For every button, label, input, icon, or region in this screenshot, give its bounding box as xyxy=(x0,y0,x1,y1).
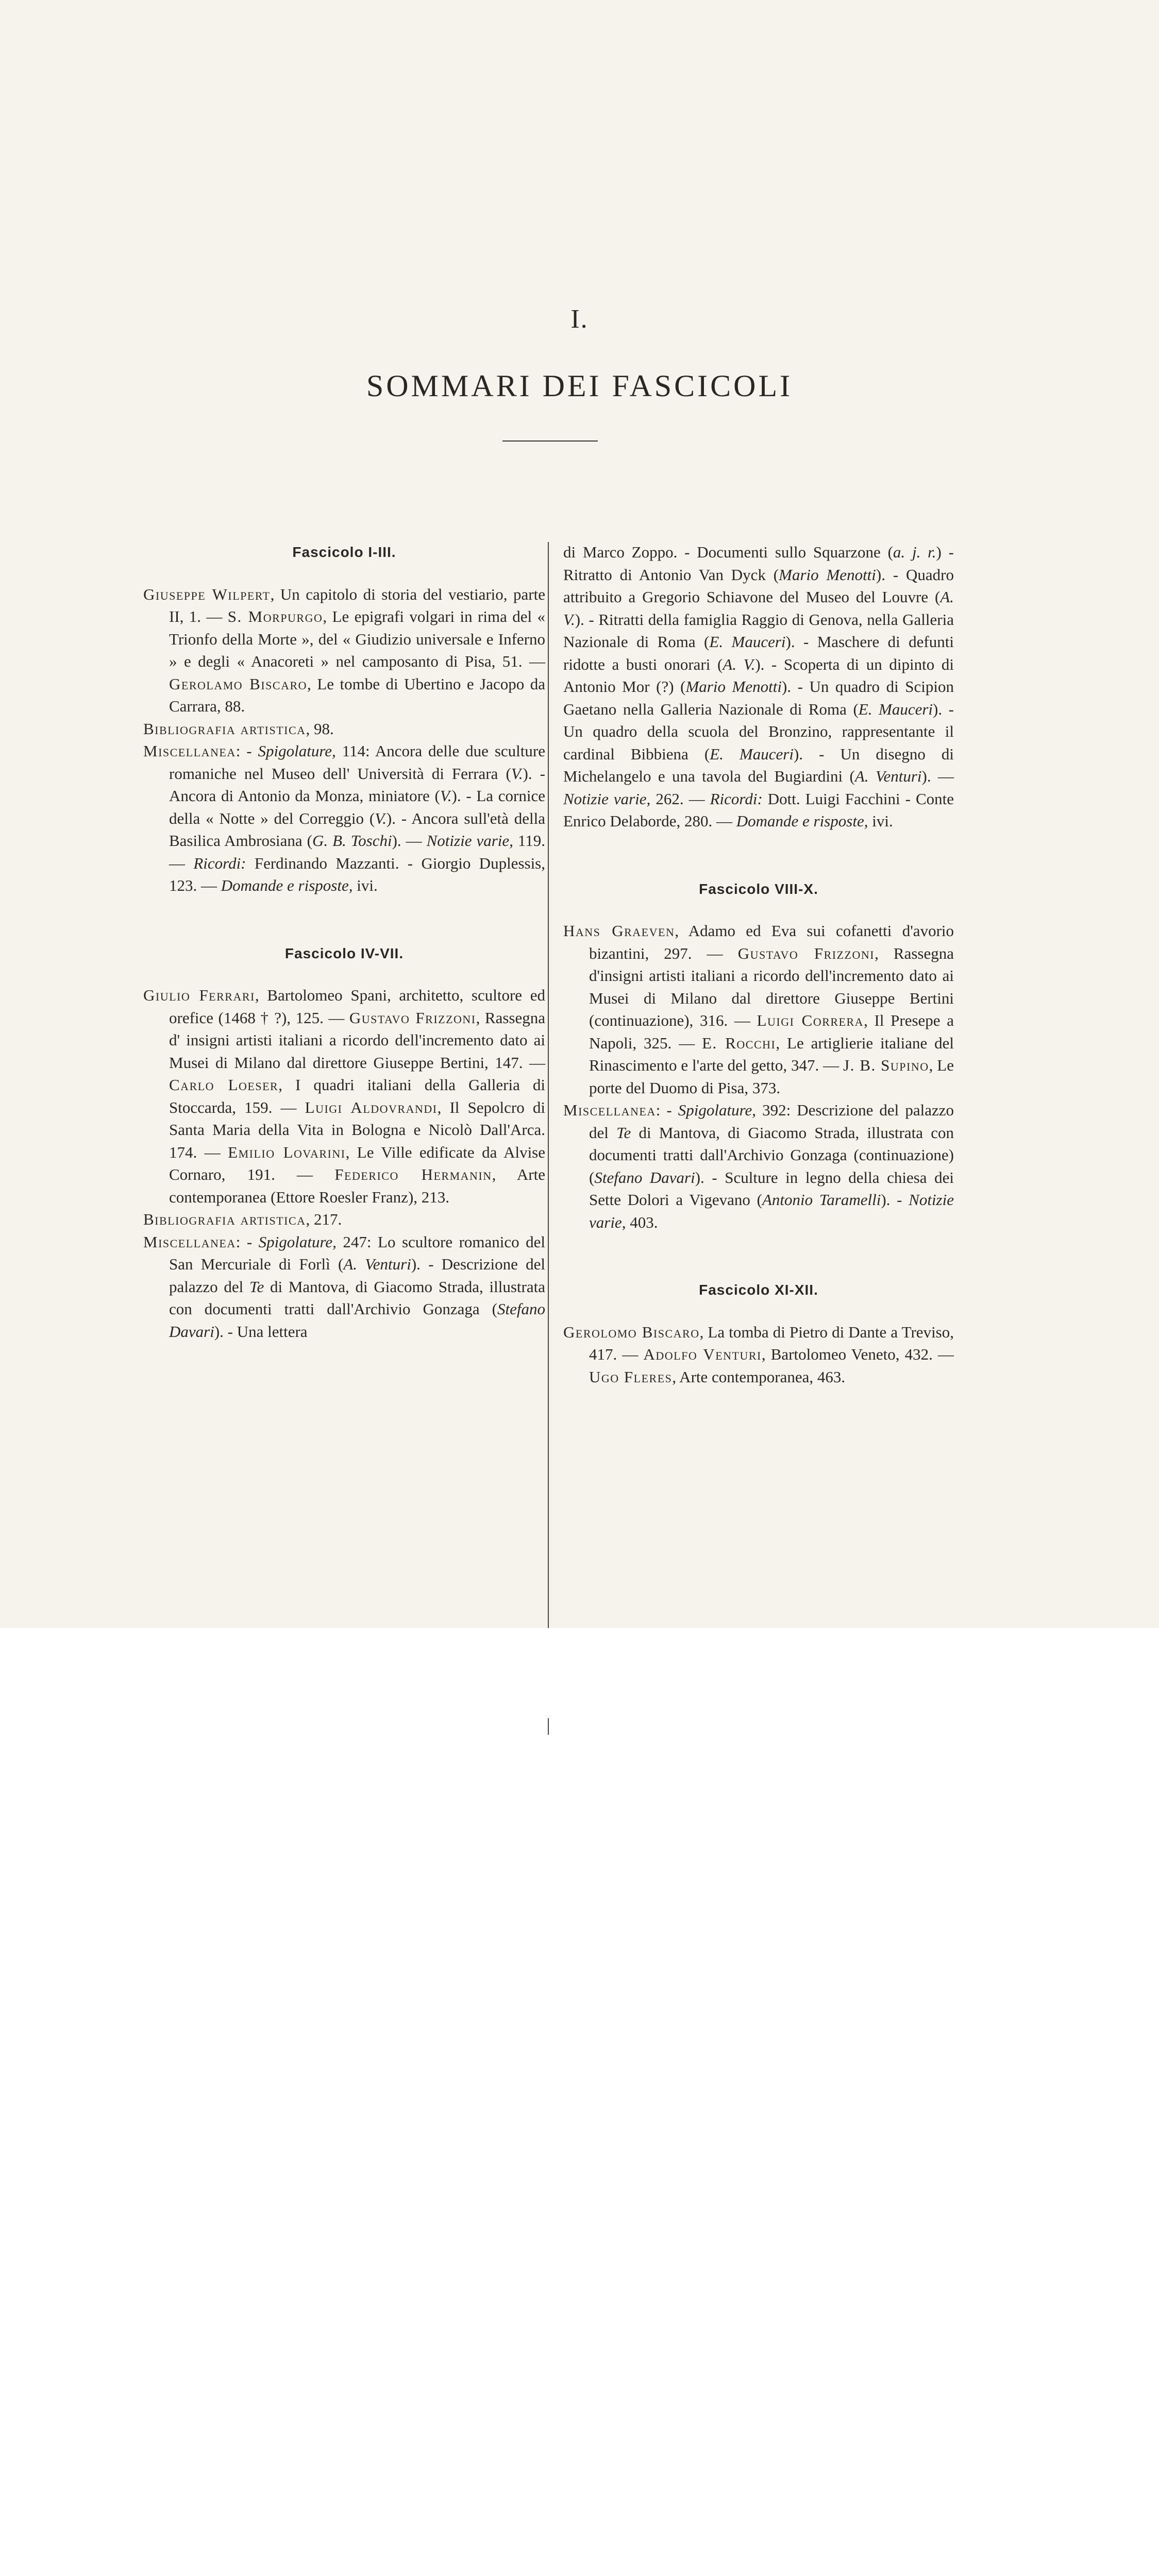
italic-text: V. xyxy=(375,809,387,827)
entry-text: 403. xyxy=(626,1213,658,1231)
section-name: Miscellanea xyxy=(143,1232,236,1251)
entry-text: ). - Ritratti della famiglia Raggio di Genova, nella Galleria Nazionale di Roma ( xyxy=(563,610,954,651)
entry-text: ). — xyxy=(921,767,954,785)
entry-text: , 217. xyxy=(306,1210,342,1228)
italic-text: G. B. Toschi xyxy=(312,832,392,850)
author-name: Gustavo Frizzoni xyxy=(737,944,875,962)
italic-text: A. Venturi xyxy=(343,1255,411,1273)
italic-text: A. Venturi xyxy=(854,767,922,785)
italic-text: Domande e risposte, xyxy=(736,812,868,830)
title-rule xyxy=(502,440,598,442)
entry-text: di Mantova, di Giacomo Strada, illustrata con documenti tratti dall'Archivio Gonzaga ( xyxy=(169,1277,545,1318)
fascicolo-heading: Fascicolo XI-XII. xyxy=(699,1282,818,1298)
italic-text: Mario Menotti xyxy=(685,677,782,696)
italic-text: V. xyxy=(440,787,452,805)
entry-paragraph xyxy=(563,1099,954,1233)
entry-text: 247: Lo scultore romanico del San Mercuriale di Forlì ( xyxy=(169,1232,546,1273)
entry-text: , Le tombe di Ubertino e Jacopo da Carrara, 88. xyxy=(169,674,545,715)
italic-text: V. xyxy=(511,764,523,783)
entry-text: ). - Ancora sull'età della Basilica Ambrosiana ( xyxy=(169,809,545,850)
entry-text: ). - Ancora di Antonio da Monza, miniatore ( xyxy=(169,764,545,805)
entry-text: , Bartolomeo Spani, architetto, scultore ed orefice (1468 † ?), 125. — xyxy=(169,986,546,1027)
italic-text: Stefano Davari xyxy=(594,1168,695,1187)
entry-text: , 98. xyxy=(306,719,334,738)
italic-text: a. j. r. xyxy=(893,543,936,561)
italic-text: Notizie varie, xyxy=(589,1191,954,1231)
entry-text: ). - Una lettera xyxy=(214,1322,308,1341)
entry-text: ). - xyxy=(881,1191,909,1209)
author-name: Adolfo Venturi xyxy=(643,1345,762,1363)
italic-text: Mario Menotti xyxy=(779,565,876,584)
entry-text: 119. — xyxy=(169,832,545,872)
entry-text: di Mantova, di Giacomo Strada, illustrata con documenti tratti dall'Archivio Gonzaga (continuazione) ( xyxy=(589,1123,954,1187)
entry-text: , Rassegna d'insigni artisti italiani a ricordo dell'incremento dato ai Musei di Milano dal direttore Giuseppe Bertini (continuazione), 316. — xyxy=(589,944,954,1029)
entry-paragraph xyxy=(563,920,954,1099)
entry-text: , Bartolomeo Veneto, 432. — xyxy=(761,1345,954,1363)
entry-text: ivi. xyxy=(352,876,378,894)
entry-text: ). - Descrizione del palazzo del xyxy=(169,1255,545,1296)
entry-text: : - xyxy=(236,1232,259,1251)
entry-text: Dott. Luigi Facchini - Conte Enrico Delaborde, 280. — xyxy=(563,789,954,830)
entry-paragraph xyxy=(563,1321,954,1388)
entry-text: , Un capitolo di storia del vestiario, parte II, 1. — xyxy=(169,585,545,625)
italic-text: Ricordi: xyxy=(193,854,246,872)
italic-text: Spigolature, xyxy=(258,1232,337,1251)
entry-text: ). - Scoperta di un dipinto di Antonio Mor (?) ( xyxy=(563,655,954,696)
fascicolo-heading: Fascicolo VIII-X. xyxy=(699,880,818,897)
column-divider xyxy=(548,542,549,1735)
entry-text: ). - Un disegno di Michelangelo e una tavola del Bugiardini ( xyxy=(563,744,954,785)
author-name: Ugo Fleres xyxy=(589,1367,673,1386)
left-column xyxy=(143,541,545,1343)
entry-text: : - xyxy=(236,742,258,760)
entry-text: 262. — xyxy=(650,789,710,808)
entry-text: ) - Ritratto di Antonio Van Dyck ( xyxy=(563,543,954,584)
fascicolo-heading: Fascicolo IV-VII. xyxy=(284,945,404,961)
author-name: Hans Graeven xyxy=(563,922,675,940)
entry-paragraph xyxy=(143,718,545,740)
italic-text: E. Mauceri xyxy=(710,744,794,763)
section-name: Miscellanea xyxy=(563,1101,656,1119)
entry-text: ). - Sculture in legno della chiesa dei Sette Dolori a Vigevano ( xyxy=(589,1168,954,1209)
chapter-title: SOMMARI DEI FASCICOLI xyxy=(366,369,793,403)
italic-text: Ricordi: xyxy=(710,789,763,808)
entry-paragraph xyxy=(143,984,545,1208)
entry-text: , Il Presepe a Napoli, 325. — xyxy=(589,1011,954,1052)
author-name: Carlo Loeser xyxy=(169,1076,279,1094)
italic-text: E. Mauceri xyxy=(709,633,786,651)
author-name: Gustavo Frizzoni xyxy=(349,1008,476,1027)
italic-text: Spigolature, xyxy=(258,742,336,760)
entry-text: : - xyxy=(656,1101,678,1119)
author-name: Emilio Lovarini xyxy=(228,1143,346,1161)
italic-text: E. Mauceri xyxy=(858,700,933,718)
entry-text: , I quadri italiani della Galleria di Stoccarda, 159. — xyxy=(169,1076,545,1116)
entry-paragraph xyxy=(143,1208,545,1231)
italic-text: Spigolature, xyxy=(678,1101,757,1119)
author-name: Luigi Aldovrandi xyxy=(305,1098,438,1116)
entry-text: ). — xyxy=(392,832,427,850)
italic-text: A. V. xyxy=(723,655,755,673)
entry-paragraph xyxy=(563,541,954,833)
italic-text: Te xyxy=(249,1277,264,1296)
entry-text: , Le Ville edificate da Alvise Cornaro, 191. — xyxy=(169,1143,546,1183)
entry-text: 114: Ancora delle due sculture romaniche nel Museo dell' Università di Ferrara ( xyxy=(169,742,545,783)
entry-text: ). - Un quadro della scuola del Bronzino, rappresentante il cardinal Bibbiena ( xyxy=(563,700,954,763)
author-name: S. Morpurgo xyxy=(227,607,323,625)
author-name: Gerolomo Biscaro xyxy=(563,1323,700,1341)
italic-text: Notizie varie, xyxy=(426,832,513,850)
entry-text: ). - Maschere di defunti ridotte a busti onorari ( xyxy=(563,633,954,673)
italic-text: A. V. xyxy=(563,588,954,629)
section-name: Miscellanea xyxy=(143,742,236,760)
author-name: Luigi Correra xyxy=(757,1011,864,1029)
entry-text: , Arte contemporanea (Ettore Roesler Franz), 213. xyxy=(169,1165,545,1206)
author-name: Giulio Ferrari xyxy=(143,986,255,1004)
entry-text: , Le porte del Duomo di Pisa, 373. xyxy=(589,1056,954,1097)
entry-text: , Le epigrafi volgari in rima del « Trionfo della Morte », del « Giudizio universale e Inferno » e degli « Anacoreti » nel camposanto di Pisa, 51. — xyxy=(169,607,545,670)
digitization-footer xyxy=(0,1628,1159,1718)
chapter-number: I. xyxy=(570,304,589,334)
italic-text: Domande e risposte, xyxy=(221,876,353,894)
section-name: Bibliografia artistica xyxy=(143,719,306,738)
entry-text: , La tomba di Pietro di Dante a Treviso, 417. — xyxy=(589,1323,954,1363)
italic-text: Notizie varie, xyxy=(563,789,651,808)
italic-text: Stefano Davari xyxy=(169,1300,545,1341)
author-name: Federico Hermanin xyxy=(334,1165,492,1183)
entry-text: ivi. xyxy=(868,812,893,830)
entry-text: di Marco Zoppo. - Documenti sullo Squarzone ( xyxy=(563,543,893,561)
author-name: E. Rocchi xyxy=(702,1033,776,1052)
entry-text: 392: Descrizione del palazzo del xyxy=(589,1101,954,1142)
fascicolo-heading: Fascicolo I-III. xyxy=(292,544,396,560)
entry-text: Ferdinando Mazzanti. - Giorgio Duplessis, 123. — xyxy=(169,854,545,894)
italic-text: Te xyxy=(616,1123,631,1142)
entry-text: , Le artiglierie italiane del Rinascimento e l'arte del getto, 347. — xyxy=(589,1033,954,1074)
entry-text: ). - La cornice della « Notte » del Correggio ( xyxy=(169,787,545,827)
author-name: Gerolamo Biscaro xyxy=(169,674,308,693)
section-name: Bibliografia artistica xyxy=(143,1210,306,1228)
right-column xyxy=(563,541,954,1388)
entry-paragraph xyxy=(143,583,545,718)
italic-text: Antonio Taramelli xyxy=(762,1191,881,1209)
entry-text: ). - Quadro attribuito a Gregorio Schiavone del Museo del Louvre ( xyxy=(563,565,954,606)
entry-paragraph xyxy=(143,1231,545,1343)
entry-text: , Rassegna d' insigni artisti italiani a ricordo dell'incremento dato ai Musei di Milano dal direttore Giuseppe Bertini, 147. — xyxy=(169,1008,545,1072)
entry-text: ). - Un quadro di Scipion Gaetano nella Galleria Nazionale di Roma ( xyxy=(563,677,954,718)
entry-text: , Arte contemporanea, 463. xyxy=(672,1367,846,1386)
entry-text: , Adamo ed Eva sui cofanetti d'avorio bizantini, 297. — xyxy=(589,922,954,962)
entry-text: , Il Sepolcro di Santa Maria della Vita in Bologna e Nicolò Dall'Arca. 174. — xyxy=(169,1098,546,1161)
entry-paragraph xyxy=(143,740,545,897)
author-name: J. B. Supino xyxy=(843,1056,929,1074)
author-name: Giuseppe Wilpert xyxy=(143,585,271,603)
